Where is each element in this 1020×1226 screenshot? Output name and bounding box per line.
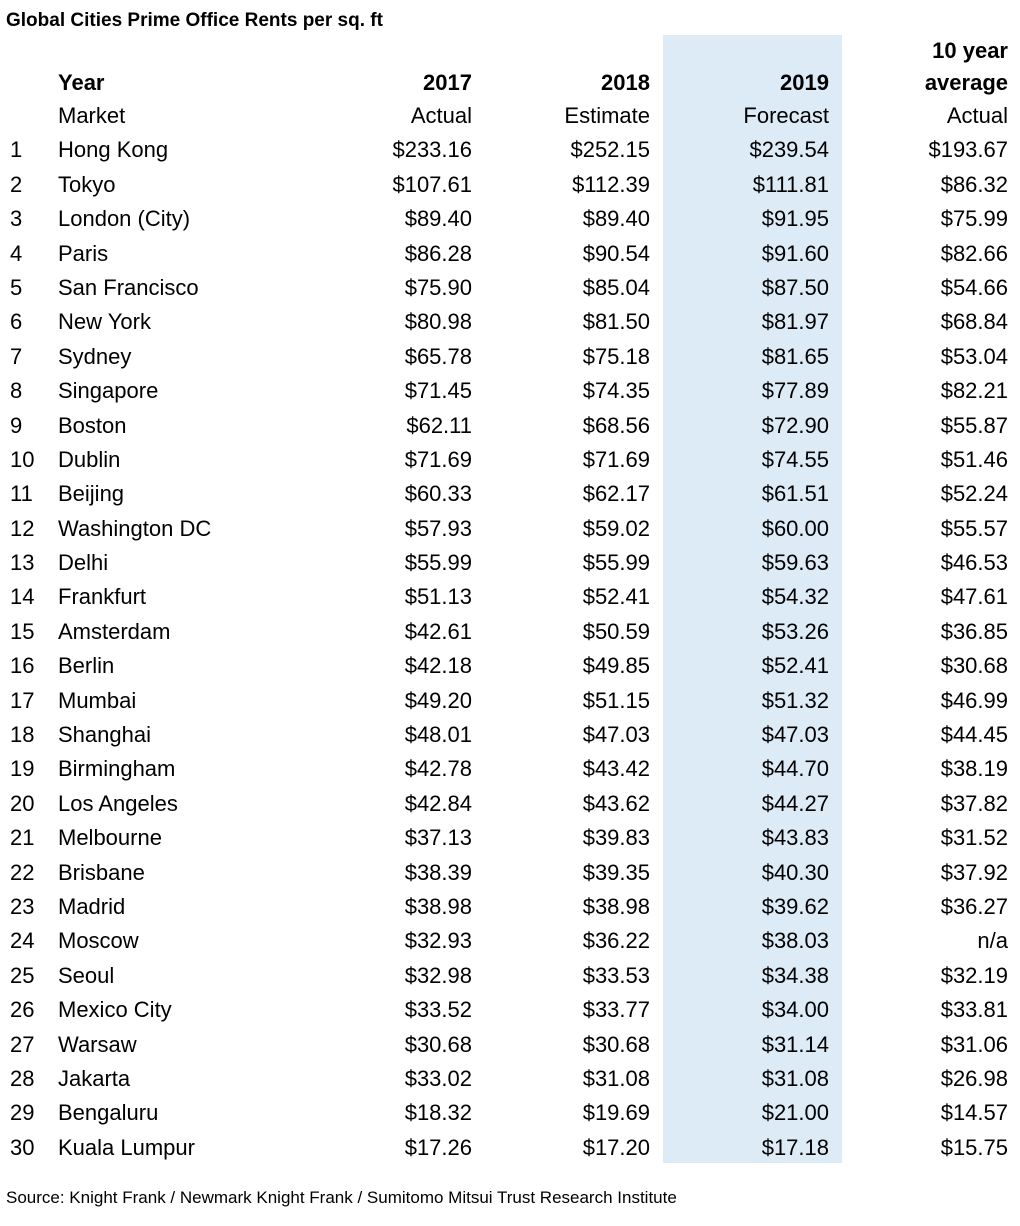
- value-2017-cell: $42.61: [404, 618, 472, 644]
- table-row: [0, 340, 1020, 374]
- value-2019-cell: $72.90: [761, 412, 829, 438]
- rank-cell: 17: [10, 687, 35, 713]
- value-2019-cell: $77.89: [761, 378, 829, 404]
- value-2019-cell: $34.38: [761, 962, 829, 988]
- rank-cell: 14: [10, 584, 35, 610]
- table-row: [0, 787, 1020, 821]
- value-2017-cell: $17.26: [404, 1134, 472, 1160]
- table-row: [0, 477, 1020, 511]
- value-2017-cell: $71.69: [404, 446, 472, 472]
- market-cell: Berlin: [58, 653, 115, 679]
- value-2018-cell: $62.17: [582, 481, 650, 507]
- rank-cell: 12: [10, 515, 35, 541]
- value-2019-cell: $39.62: [761, 893, 829, 919]
- market-cell: Frankfurt: [58, 584, 147, 610]
- value-2017-cell: $33.52: [404, 997, 472, 1023]
- market-cell: Washington DC: [58, 515, 212, 541]
- value-avg-cell: $31.52: [940, 825, 1008, 851]
- value-2018-cell: $112.39: [572, 171, 650, 197]
- rank-cell: 19: [10, 756, 35, 782]
- market-cell: San Francisco: [58, 274, 199, 300]
- value-2018-cell: $50.59: [582, 618, 650, 644]
- value-avg-cell: $54.66: [940, 274, 1008, 300]
- value-2018-cell: $81.50: [582, 309, 650, 335]
- rank-cell: 10: [10, 446, 35, 472]
- value-2017-cell: $32.93: [404, 928, 472, 954]
- header-avg-sub: Actual: [946, 103, 1008, 128]
- header-2018: 2018: [601, 70, 650, 95]
- value-2018-cell: $33.77: [582, 997, 650, 1023]
- table-row: [0, 752, 1020, 786]
- market-cell: Amsterdam: [58, 618, 171, 644]
- table-row: [0, 1131, 1020, 1165]
- header-row-avg-top: [0, 35, 1020, 67]
- value-2018-cell: $39.35: [582, 859, 650, 885]
- value-avg-cell: $55.87: [940, 412, 1008, 438]
- rank-cell: 28: [10, 1065, 35, 1091]
- value-2018-cell: $75.18: [582, 343, 650, 369]
- rank-cell: 15: [10, 618, 35, 644]
- header-avg-line2: average: [924, 70, 1008, 95]
- rank-cell: 2: [10, 171, 23, 197]
- value-2017-cell: $38.98: [404, 893, 472, 919]
- header-2018-sub: Estimate: [564, 103, 650, 128]
- header-market: Market: [58, 103, 126, 128]
- value-2019-cell: $40.30: [761, 859, 829, 885]
- value-avg-cell: $47.61: [940, 584, 1008, 610]
- market-cell: Hong Kong: [58, 137, 169, 163]
- value-avg-cell: $37.92: [940, 859, 1008, 885]
- header-2017-sub: Actual: [410, 103, 472, 128]
- market-cell: Boston: [58, 412, 127, 438]
- value-2018-cell: $59.02: [582, 515, 650, 541]
- value-2019-cell: $44.27: [761, 790, 829, 816]
- header-row-sub: [0, 99, 1020, 133]
- value-2019-cell: $54.32: [761, 584, 829, 610]
- table-row: [0, 1028, 1020, 1062]
- value-2018-cell: $31.08: [582, 1065, 650, 1091]
- market-cell: Jakarta: [58, 1065, 131, 1091]
- market-cell: Brisbane: [58, 859, 145, 885]
- value-avg-cell: $46.53: [940, 550, 1008, 576]
- table-row: [0, 512, 1020, 546]
- value-avg-cell: $14.57: [940, 1100, 1008, 1126]
- table-row: [0, 1062, 1020, 1096]
- value-2018-cell: $17.20: [582, 1134, 650, 1160]
- value-2018-cell: $90.54: [582, 240, 650, 266]
- value-2018-cell: $33.53: [582, 962, 650, 988]
- value-avg-cell: $31.06: [940, 1031, 1008, 1057]
- value-2017-cell: $86.28: [404, 240, 472, 266]
- rank-cell: 30: [10, 1134, 35, 1160]
- header-year: Year: [58, 70, 105, 95]
- value-2018-cell: $38.98: [582, 893, 650, 919]
- market-cell: Warsaw: [58, 1031, 137, 1057]
- value-2018-cell: $71.69: [582, 446, 650, 472]
- table-row: [0, 649, 1020, 683]
- table-row: [0, 993, 1020, 1027]
- header-row-year: [0, 67, 1020, 99]
- market-cell: Mexico City: [58, 997, 172, 1023]
- market-cell: Seoul: [58, 962, 115, 988]
- value-avg-cell: $32.19: [940, 962, 1008, 988]
- value-2018-cell: $19.69: [582, 1100, 650, 1126]
- value-avg-cell: $193.67: [928, 137, 1008, 163]
- value-2017-cell: $42.84: [404, 790, 472, 816]
- header-avg-line1: 10 year: [932, 38, 1008, 63]
- table-row: [0, 924, 1020, 958]
- value-2017-cell: $38.39: [404, 859, 472, 885]
- value-avg-cell: $15.75: [940, 1134, 1008, 1160]
- value-avg-cell: $52.24: [940, 481, 1008, 507]
- value-2019-cell: $81.65: [761, 343, 829, 369]
- value-2017-cell: $48.01: [404, 722, 472, 748]
- table-row: [0, 684, 1020, 718]
- header-2017: 2017: [423, 70, 472, 95]
- rank-cell: 21: [10, 825, 35, 851]
- value-2017-cell: $71.45: [404, 378, 472, 404]
- value-2019-cell: $31.14: [761, 1031, 829, 1057]
- table-row: [0, 409, 1020, 443]
- market-cell: Moscow: [58, 928, 139, 954]
- value-2019-cell: $31.08: [761, 1065, 829, 1091]
- value-2019-cell: $91.60: [761, 240, 829, 266]
- market-cell: Melbourne: [58, 825, 162, 851]
- value-2017-cell: $42.78: [404, 756, 472, 782]
- table-row: [0, 133, 1020, 167]
- market-cell: Singapore: [58, 378, 159, 404]
- rank-cell: 25: [10, 962, 35, 988]
- market-cell: Tokyo: [58, 171, 116, 197]
- value-2019-cell: $44.70: [761, 756, 829, 782]
- table-row: [0, 856, 1020, 890]
- table-row: [0, 202, 1020, 236]
- table-row: [0, 237, 1020, 271]
- value-2018-cell: $43.62: [582, 790, 650, 816]
- value-avg-cell: $53.04: [940, 343, 1008, 369]
- market-cell: New York: [58, 309, 151, 335]
- value-2018-cell: $47.03: [582, 722, 650, 748]
- value-2019-cell: $81.97: [761, 309, 829, 335]
- table-row: [0, 374, 1020, 408]
- value-2019-cell: $38.03: [761, 928, 829, 954]
- value-2017-cell: $65.78: [404, 343, 472, 369]
- rank-cell: 9: [10, 412, 23, 438]
- table-row: [0, 443, 1020, 477]
- value-2017-cell: $107.61: [392, 171, 472, 197]
- table-row: [0, 546, 1020, 580]
- rank-cell: 26: [10, 997, 35, 1023]
- value-2017-cell: $49.20: [404, 687, 472, 713]
- value-2019-cell: $52.41: [761, 653, 829, 679]
- value-2017-cell: $89.40: [404, 206, 472, 232]
- rent-table: [0, 35, 1020, 1165]
- value-2017-cell: $80.98: [404, 309, 472, 335]
- market-cell: Beijing: [58, 481, 125, 507]
- value-2017-cell: $60.33: [404, 481, 472, 507]
- value-avg-cell: $75.99: [940, 206, 1008, 232]
- table-row: [0, 890, 1020, 924]
- rank-cell: 22: [10, 859, 35, 885]
- rank-cell: 13: [10, 550, 35, 576]
- rank-cell: 18: [10, 722, 35, 748]
- value-2019-cell: $47.03: [761, 722, 829, 748]
- value-2018-cell: $68.56: [582, 412, 650, 438]
- table-row: [0, 271, 1020, 305]
- value-2017-cell: $233.16: [392, 137, 472, 163]
- rank-cell: 8: [10, 378, 23, 404]
- table-row: [0, 1096, 1020, 1130]
- market-cell: London (City): [58, 206, 191, 232]
- value-avg-cell: $44.45: [940, 722, 1008, 748]
- value-2019-cell: $21.00: [761, 1100, 829, 1126]
- market-cell: Sydney: [58, 343, 132, 369]
- value-2019-cell: $51.32: [761, 687, 829, 713]
- rank-cell: 5: [10, 274, 23, 300]
- market-cell: Mumbai: [58, 687, 137, 713]
- rank-cell: 20: [10, 790, 35, 816]
- rank-cell: 23: [10, 893, 35, 919]
- value-2019-cell: $61.51: [761, 481, 829, 507]
- value-avg-cell: $68.84: [940, 309, 1008, 335]
- rank-cell: 7: [10, 343, 23, 369]
- value-avg-cell: n/a: [977, 928, 1008, 954]
- value-avg-cell: $51.46: [940, 446, 1008, 472]
- value-2019-cell: $34.00: [761, 997, 829, 1023]
- rank-cell: 24: [10, 928, 35, 954]
- value-2018-cell: $74.35: [582, 378, 650, 404]
- market-cell: Shanghai: [58, 722, 151, 748]
- value-2019-cell: $87.50: [761, 274, 829, 300]
- rank-cell: 3: [10, 206, 23, 232]
- value-avg-cell: $37.82: [940, 790, 1008, 816]
- value-2019-cell: $53.26: [761, 618, 829, 644]
- value-2018-cell: $252.15: [570, 137, 650, 163]
- value-2017-cell: $55.99: [404, 550, 472, 576]
- value-2019-cell: $59.63: [761, 550, 829, 576]
- source-note: Source: Knight Frank / Newmark Knight Frank / Sumitomo Mitsui Trust Research Institute: [6, 1188, 677, 1207]
- value-avg-cell: $46.99: [940, 687, 1008, 713]
- rank-cell: 11: [10, 481, 33, 507]
- market-cell: Delhi: [58, 550, 109, 576]
- value-2017-cell: $30.68: [404, 1031, 472, 1057]
- market-cell: Kuala Lumpur: [58, 1134, 195, 1160]
- value-2018-cell: $85.04: [582, 274, 650, 300]
- table-row: [0, 959, 1020, 993]
- value-2017-cell: $51.13: [404, 584, 472, 610]
- rank-cell: 6: [10, 309, 23, 335]
- rank-cell: 1: [10, 137, 23, 163]
- rank-cell: 16: [10, 653, 35, 679]
- table-row: [0, 168, 1020, 202]
- value-2018-cell: $36.22: [582, 928, 650, 954]
- table-row: [0, 615, 1020, 649]
- value-2018-cell: $89.40: [582, 206, 650, 232]
- table-row: [0, 305, 1020, 339]
- value-avg-cell: $36.27: [940, 893, 1008, 919]
- rank-cell: 4: [10, 240, 23, 266]
- value-2019-cell: $239.54: [749, 137, 829, 163]
- value-avg-cell: $82.21: [940, 378, 1008, 404]
- value-2018-cell: $51.15: [582, 687, 650, 713]
- value-avg-cell: $86.32: [940, 171, 1008, 197]
- value-2019-cell: $111.81: [752, 171, 829, 197]
- value-2017-cell: $33.02: [404, 1065, 472, 1091]
- value-avg-cell: $33.81: [940, 997, 1008, 1023]
- header-2019-sub: Forecast: [743, 103, 829, 128]
- rank-cell: 27: [10, 1031, 35, 1057]
- market-cell: Madrid: [58, 893, 126, 919]
- header-2019: 2019: [780, 70, 829, 95]
- value-2018-cell: $55.99: [582, 550, 650, 576]
- value-2017-cell: $75.90: [404, 274, 472, 300]
- value-2017-cell: $42.18: [404, 653, 472, 679]
- value-avg-cell: $36.85: [940, 618, 1008, 644]
- market-cell: Dublin: [58, 446, 121, 472]
- value-2018-cell: $39.83: [582, 825, 650, 851]
- table-row: [0, 718, 1020, 752]
- table-body: [0, 133, 1020, 1165]
- rank-cell: 29: [10, 1100, 35, 1126]
- value-2019-cell: $60.00: [761, 515, 829, 541]
- table-row: [0, 821, 1020, 855]
- value-avg-cell: $38.19: [940, 756, 1008, 782]
- value-avg-cell: $55.57: [940, 515, 1008, 541]
- value-2019-cell: $17.18: [761, 1134, 829, 1160]
- value-2018-cell: $52.41: [582, 584, 650, 610]
- market-cell: Paris: [58, 240, 109, 266]
- value-2017-cell: $57.93: [404, 515, 472, 541]
- value-avg-cell: $26.98: [940, 1065, 1008, 1091]
- value-avg-cell: $30.68: [940, 653, 1008, 679]
- table-title: Global Cities Prime Office Rents per sq. ft: [6, 10, 383, 31]
- value-2017-cell: $32.98: [404, 962, 472, 988]
- value-2018-cell: $30.68: [582, 1031, 650, 1057]
- value-2017-cell: $37.13: [404, 825, 472, 851]
- value-2019-cell: $91.95: [761, 206, 829, 232]
- market-cell: Los Angeles: [58, 790, 178, 816]
- market-cell: Birmingham: [58, 756, 176, 782]
- value-2018-cell: $49.85: [582, 653, 650, 679]
- value-avg-cell: $82.66: [940, 240, 1008, 266]
- value-2019-cell: $74.55: [761, 446, 829, 472]
- market-cell: Bengaluru: [58, 1100, 159, 1126]
- value-2018-cell: $43.42: [582, 756, 650, 782]
- value-2017-cell: $18.32: [404, 1100, 472, 1126]
- value-2019-cell: $43.83: [761, 825, 829, 851]
- value-2017-cell: $62.11: [406, 412, 472, 438]
- table-row: [0, 580, 1020, 614]
